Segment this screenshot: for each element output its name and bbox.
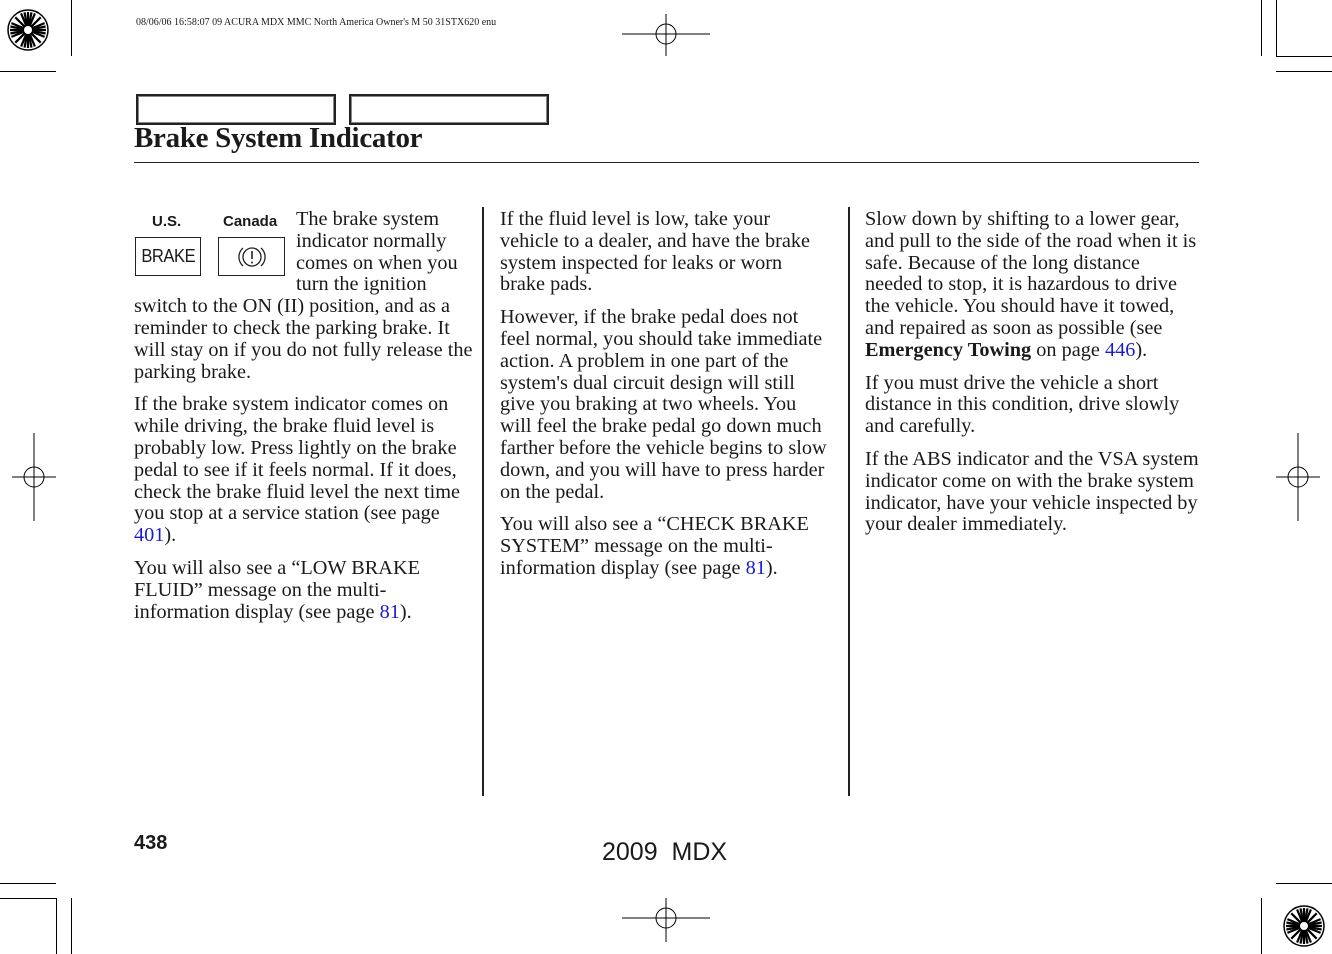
- registration-target-icon: [1274, 433, 1322, 521]
- print-header: 08/06/06 16:58:07 09 ACURA MDX MMC North America Owner's M 50 31STX620 enu: [136, 17, 497, 28]
- column-3: [865, 209, 1199, 547]
- page-link-81[interactable]: 81: [745, 556, 766, 579]
- column-2: [500, 209, 832, 591]
- col3-paragraph-2: If you must drive the vehicle a short distance in this condition, drive slowly and carefully.: [865, 371, 1180, 438]
- registration-target-icon: [620, 14, 712, 56]
- col2-paragraph-1: If the fluid level is low, take your vehicle to a dealer, and have the brake system inspected for leaks or worn brake pads.: [500, 208, 811, 296]
- footer-model: 2009 MDX: [602, 838, 728, 866]
- registration-target-icon: [10, 433, 58, 521]
- column-divider: [848, 207, 850, 796]
- section-tab-2: [349, 94, 549, 125]
- page-number: 438: [134, 832, 168, 854]
- col3-paragraph-1: Slow down by shifting to a lower gear, and pull to the side of the road when it is safe. Because of the long distance needed to stop, it is hazardous to drive the vehicle. You should have it towed, and repaired as soon as possible (see Emergency Towing on page 446).: [865, 208, 1197, 361]
- column-divider: [482, 207, 484, 796]
- col1-paragraph-3: You will also see a “LOW BRAKE FLUID” message on the multi-information display (see page 81).: [134, 556, 420, 623]
- title-rule: [134, 162, 1199, 163]
- canada-label: Canada: [223, 213, 278, 230]
- col1-paragraph-2: If the brake system indicator comes on while driving, the brake fluid level is probably low. Press lightly on the brake pedal to see if it feels normal. If it does, check the brake fluid level the next time you stop at a service station (see page 401).: [134, 393, 461, 547]
- brake-indicator-text: BRAKE: [141, 246, 195, 266]
- page-link-81[interactable]: 81: [379, 600, 400, 623]
- registration-target-icon: [620, 898, 712, 942]
- page-link-401[interactable]: 401: [134, 524, 165, 547]
- col1-paragraph-1: The brake system indicator normally comes on when you turn the ignition switch to the ON (II) position, and as a reminder to check the parking brake. It will stay on if you do not fully release the parking brake.: [134, 208, 473, 383]
- col3-paragraph-3: If the ABS indicator and the VSA system indicator come on with the brake system indicator, have your vehicle inspected by your dealer immediately.: [865, 447, 1199, 536]
- page-title: Brake System Indicator: [134, 122, 423, 154]
- emergency-towing-ref: Emergency Towing: [865, 338, 1032, 361]
- col2-paragraph-2: However, if the brake pedal does not feel normal, you should take immediate action. A problem in one part of the system's dual circuit design will still give you braking at two wheels. You will feel the brake pedal go down much farther before the vehicle begins to slow down, and you will have to press harder on the pedal.: [500, 306, 827, 503]
- starburst-mark-icon: [6, 8, 50, 52]
- starburst-mark-icon: [1282, 904, 1326, 948]
- column-1: [134, 209, 474, 634]
- col2-paragraph-3: You will also see a “CHECK BRAKE SYSTEM” message on the multi-information display (see page 81).: [500, 513, 809, 579]
- page-link-446[interactable]: 446: [1104, 338, 1136, 361]
- section-tab-1: [136, 94, 336, 125]
- us-label: U.S.: [152, 213, 182, 230]
